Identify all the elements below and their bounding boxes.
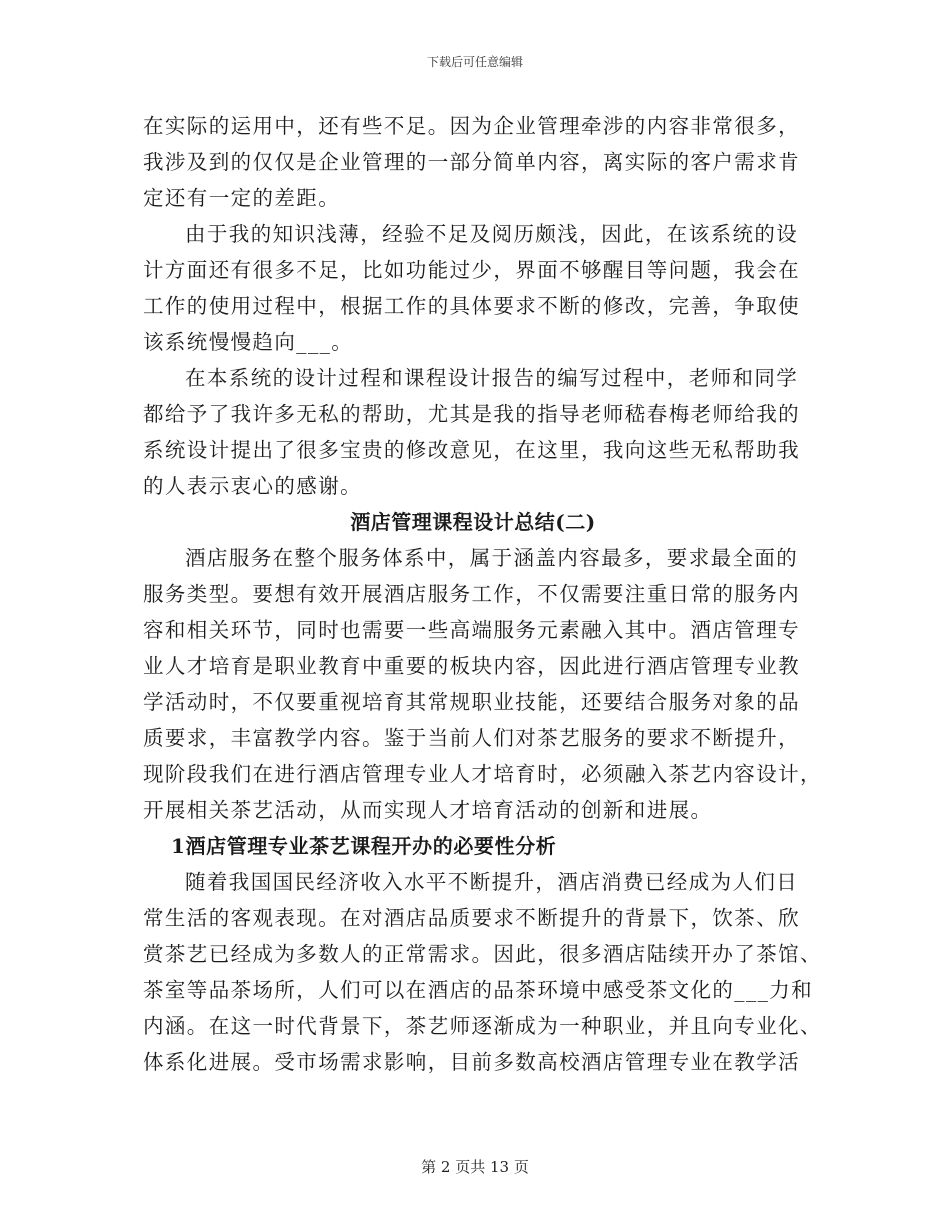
page-header: 下载后可任意编辑	[426, 55, 523, 69]
paragraph-first-line: 在本系统的设计过程和课程设计报告的编写过程中，老师和同学	[185, 366, 799, 390]
document-body	[143, 108, 822, 1080]
text-line: 我涉及到的仅仅是企业管理的一部分简单内容，离实际的客户需求肯	[143, 150, 800, 174]
text-line: 学活动时，不仅要重视培育其常规职业技能，还要结合服务对象的品	[143, 690, 800, 714]
paragraph-first-line: 由于我的知识浅薄，经验不足及阅历颇浅，因此，在该系统的设	[185, 222, 799, 246]
text-line: 在实际的运用中，还有些不足。因为企业管理牵涉的内容非常很多，	[143, 114, 800, 138]
text-line: 定还有一定的差距。	[143, 186, 341, 210]
text-line: 质要求，丰富教学内容。鉴于当前人们对茶艺服务的要求不断提升，	[143, 726, 800, 750]
text-line: 赏茶艺已经成为多数人的正常需求。因此，很多酒店陆续开办了茶馆、	[143, 942, 822, 966]
text-line: 工作的使用过程中，根据工作的具体要求不断的修改，完善，争取使	[143, 294, 800, 318]
paragraph-first-line: 酒店服务在整个服务体系中，属于涵盖内容最多，要求最全面的	[185, 546, 799, 570]
paragraph-first-line: 随着我国国民经济收入水平不断提升，酒店消费已经成为人们日	[185, 870, 799, 894]
text-line: 的人表示衷心的感谢。	[143, 474, 362, 498]
text-line: 内涵。在这一时代背景下，茶艺师逐渐成为一种职业，并且向专业化、	[143, 1014, 822, 1038]
text-line: 体系化进展。受市场需求影响，目前多数高校酒店管理专业在教学活	[143, 1050, 800, 1074]
section-title: 酒店管理课程设计总结(二)	[350, 510, 596, 534]
text-line: 开展相关茶艺活动，从而实现人才培育活动的创新和进展。	[143, 798, 713, 822]
text-line: 都给予了我许多无私的帮助，尤其是我的指导老师嵇春梅老师给我的	[143, 402, 800, 426]
text-line: 容和相关环节，同时也需要一些高端服务元素融入其中。酒店管理专	[143, 618, 800, 642]
text-line: 茶室等品茶场所，人们可以在酒店的品茶环境中感受茶文化的___力和	[143, 978, 814, 1002]
text-line: 常生活的客观表现。在对酒店品质要求不断提升的背景下，饮茶、欣	[143, 906, 800, 930]
text-line: 服务类型。要想有效开展酒店服务工作，不仅需要注重日常的服务内	[143, 582, 800, 606]
page-footer: 第 2 页共 13 页	[421, 1158, 529, 1176]
text-line: 业人才培育是职业教育中重要的板块内容，因此进行酒店管理专业教	[143, 654, 800, 678]
text-line: 现阶段我们在进行酒店管理专业人才培育时，必须融入茶艺内容设计，	[143, 762, 822, 786]
text-line: 该系统慢慢趋向___。	[143, 330, 354, 354]
text-line: 系统设计提出了很多宝贵的修改意见，在这里，我向这些无私帮助我	[143, 438, 800, 462]
subsection-heading: 1酒店管理专业茶艺课程开办的必要性分析	[171, 834, 557, 858]
text-line: 计方面还有很多不足，比如功能过少，界面不够醒目等问题，我会在	[143, 258, 800, 282]
